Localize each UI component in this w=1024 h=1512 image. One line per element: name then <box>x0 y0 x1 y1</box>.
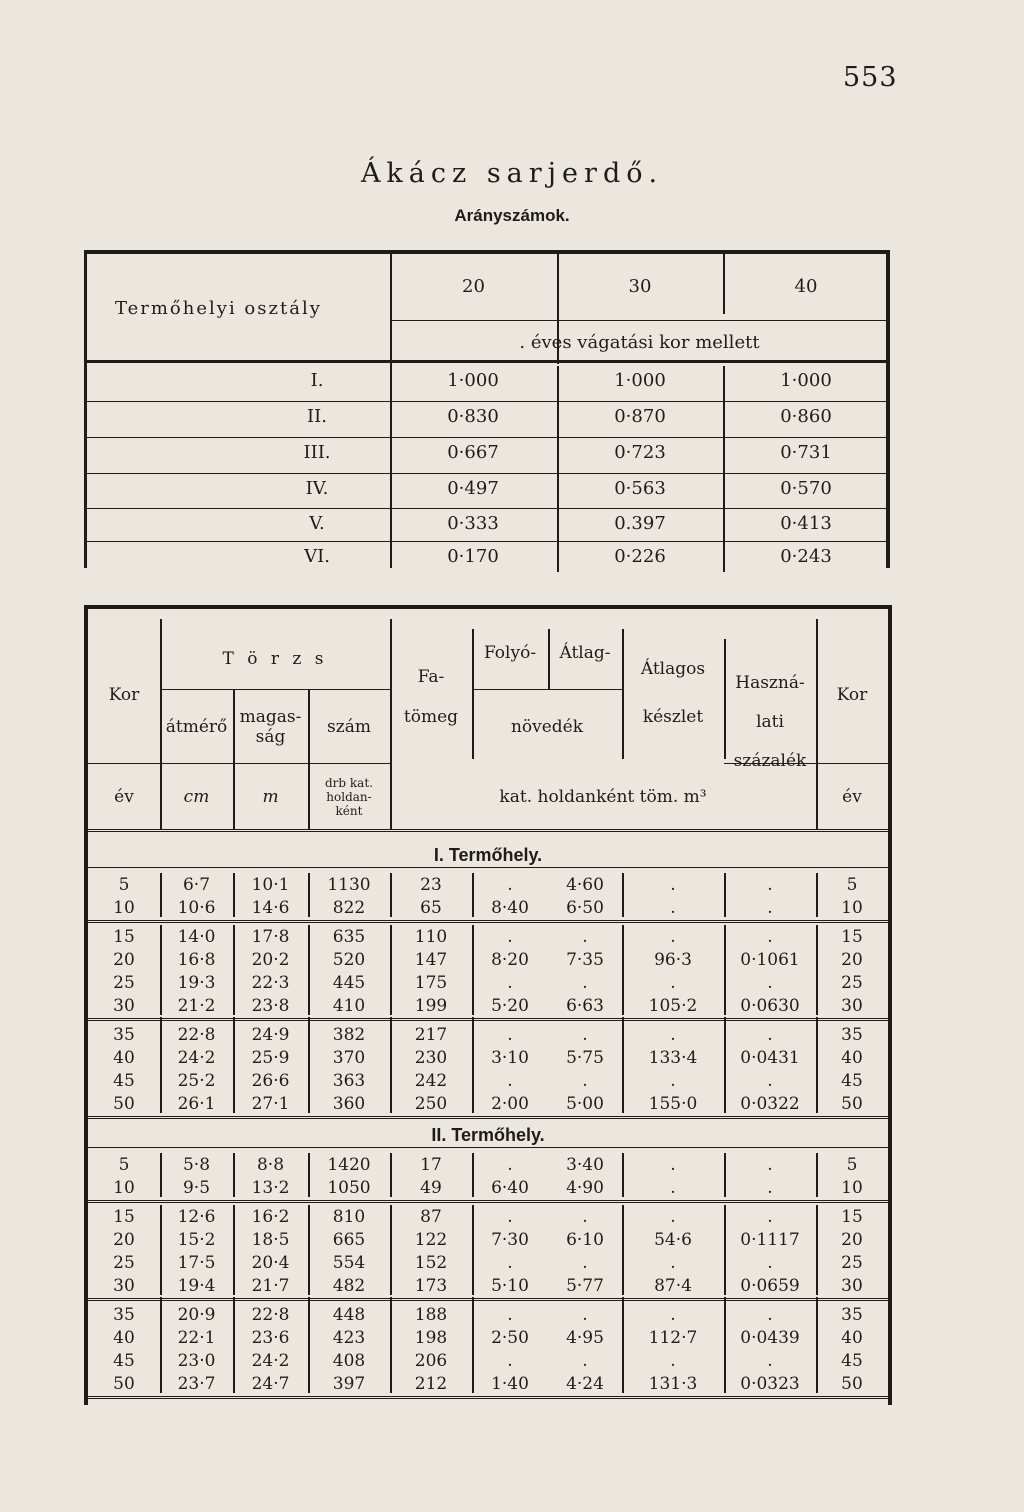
table-cell: 26·1 <box>177 1094 216 1114</box>
table-cell: 22·1 <box>177 1328 216 1348</box>
ratio-value: 0·860 <box>780 406 832 427</box>
hdr-ev: év <box>114 787 134 807</box>
table-cell: 6·63 <box>566 996 604 1016</box>
table-cell: . <box>507 1025 513 1045</box>
table-cell: 7·35 <box>566 950 604 970</box>
table-cell: 152 <box>414 1253 448 1273</box>
table-cell: 15 <box>113 1207 135 1227</box>
table-cell: 22·3 <box>251 973 290 993</box>
table-cell: 54·6 <box>654 1230 692 1250</box>
table-cell: 10·6 <box>177 898 216 918</box>
table-cell: . <box>767 898 773 918</box>
table-cell: . <box>767 1025 773 1045</box>
table-row <box>88 1094 888 1116</box>
table-cell: . <box>767 1155 773 1175</box>
table-cell: 5 <box>846 875 858 895</box>
table-cell: 6·50 <box>566 898 604 918</box>
table-cell: 45 <box>841 1071 863 1091</box>
table-cell: . <box>670 1253 676 1273</box>
table-cell: 5 <box>118 1155 130 1175</box>
table-cell: 250 <box>414 1094 448 1114</box>
hdr-haszna: Haszná- <box>735 673 805 693</box>
table-cell: . <box>670 1155 676 1175</box>
table-cell: 397 <box>332 1374 366 1394</box>
page-title: Ákácz sarjerdő. <box>360 158 664 189</box>
hdr-kor: Kor <box>108 685 140 705</box>
table-cell: . <box>582 1071 588 1091</box>
table-cell: . <box>767 1207 773 1227</box>
table-cell: 230 <box>414 1048 448 1068</box>
table-cell: 423 <box>332 1328 366 1348</box>
table-cell: . <box>767 1178 773 1198</box>
table-cell: 20 <box>113 950 135 970</box>
table-cell: 35 <box>841 1025 863 1045</box>
section-title: I. Termőhely. <box>433 845 543 865</box>
table-cell: . <box>767 1351 773 1371</box>
hdr-folyo: Folyó- <box>483 643 537 663</box>
hdr-unit-cm: cm <box>183 787 210 807</box>
table-cell: 14·0 <box>177 927 216 947</box>
ratio-value: 0·830 <box>447 406 499 427</box>
hdr-atmero: átmérő <box>165 717 228 737</box>
table-cell: 133·4 <box>648 1048 698 1068</box>
table-cell: 4·90 <box>566 1178 604 1198</box>
table-cell: 5·8 <box>182 1155 211 1175</box>
table-cell: 10 <box>113 1178 135 1198</box>
table-cell: . <box>582 1253 588 1273</box>
table-cell: . <box>582 973 588 993</box>
table-cell: 16·8 <box>177 950 216 970</box>
table-cell: 50 <box>841 1094 863 1114</box>
table-cell: 23·6 <box>251 1328 290 1348</box>
table-cell: 17 <box>420 1155 442 1175</box>
section-title: II. Termőhely. <box>431 1125 545 1145</box>
ratio-class-label: I. <box>310 370 324 391</box>
table-cell: 5·77 <box>566 1276 604 1296</box>
table-cell: 370 <box>332 1048 366 1068</box>
ratio-value: 1·000 <box>614 370 666 391</box>
table-row <box>88 1025 888 1047</box>
page-subtitle: Arányszámok. <box>454 206 570 225</box>
table-cell: 131·3 <box>648 1374 698 1394</box>
hdr-atlagos: Átlagos <box>640 659 706 679</box>
table-cell: 212 <box>414 1374 448 1394</box>
table-row <box>88 1178 888 1200</box>
table-cell: 22·8 <box>177 1025 216 1045</box>
table-cell: 17·5 <box>177 1253 216 1273</box>
table-cell: 4·95 <box>566 1328 604 1348</box>
ratio-value: 0.397 <box>614 513 666 534</box>
hdr-novedek: növedék <box>510 717 584 737</box>
table-cell: . <box>507 1071 513 1091</box>
table-cell: . <box>670 1178 676 1198</box>
table-cell: 20·2 <box>251 950 290 970</box>
table-cell: . <box>767 1305 773 1325</box>
table-cell: 445 <box>332 973 366 993</box>
table-cell: 360 <box>332 1094 366 1114</box>
table-cell: 14·6 <box>251 898 290 918</box>
hdr-sag: ság <box>255 727 286 747</box>
table-cell: 6·40 <box>491 1178 529 1198</box>
table-row <box>88 1048 888 1070</box>
table-cell: 21·7 <box>251 1276 290 1296</box>
table-row <box>88 996 888 1018</box>
table-cell: . <box>582 1351 588 1371</box>
hdr-drb-1: drb kat. <box>325 776 373 790</box>
table-cell: 6·10 <box>566 1230 604 1250</box>
hdr-szazalek: százalék <box>733 751 807 771</box>
table-cell: 15 <box>841 927 863 947</box>
table-row <box>88 1374 888 1396</box>
table-cell: 30 <box>113 1276 135 1296</box>
table-cell: 3·40 <box>566 1155 604 1175</box>
table-cell: 20 <box>113 1230 135 1250</box>
table-cell: 24·2 <box>251 1351 290 1371</box>
hdr-drb-2: holdan- <box>326 790 372 804</box>
table-cell: . <box>507 875 513 895</box>
ratio-class-label: V. <box>309 513 325 534</box>
table-cell: 25·2 <box>177 1071 216 1091</box>
hdr-units: kat. holdanként töm. m³ <box>499 787 707 807</box>
table-cell: 0·0630 <box>740 996 800 1016</box>
table-cell: 87·4 <box>654 1276 692 1296</box>
table-cell: 40 <box>841 1328 863 1348</box>
hdr-szam: szám <box>327 717 371 737</box>
table-cell: 7·30 <box>491 1230 529 1250</box>
table-cell: 408 <box>332 1351 366 1371</box>
table-cell: 25·9 <box>251 1048 290 1068</box>
hdr-atlag: Átlag- <box>559 643 611 663</box>
table-row <box>88 1351 888 1373</box>
table-cell: 5·20 <box>491 996 529 1016</box>
ratio-table <box>84 250 890 568</box>
table-cell: 410 <box>332 996 366 1016</box>
ratio-value: 0·870 <box>614 406 666 427</box>
table-cell: 112·7 <box>648 1328 698 1348</box>
hdr-lati: lati <box>756 712 784 732</box>
table-cell: . <box>767 973 773 993</box>
table-cell: 30 <box>841 996 863 1016</box>
table-cell: 665 <box>332 1230 366 1250</box>
table-cell: 12·6 <box>177 1207 216 1227</box>
table-cell: 45 <box>841 1351 863 1371</box>
table-cell: 554 <box>332 1253 366 1273</box>
table-cell: 363 <box>332 1071 366 1091</box>
table-cell: 23·8 <box>251 996 290 1016</box>
table-cell: 23 <box>420 875 442 895</box>
table-cell: . <box>767 1071 773 1091</box>
table-cell: 175 <box>414 973 448 993</box>
table-cell: 382 <box>332 1025 366 1045</box>
table-cell: . <box>507 973 513 993</box>
table-cell: 5 <box>118 875 130 895</box>
table-cell: 49 <box>420 1178 442 1198</box>
table-row <box>88 1155 888 1177</box>
table-cell: 147 <box>414 950 448 970</box>
table-cell: 40 <box>113 1328 135 1348</box>
hdr-keszlet: készlet <box>642 707 704 727</box>
table-row <box>88 1071 888 1093</box>
table-cell: 20 <box>841 950 863 970</box>
hdr-tomeg: tömeg <box>403 707 459 727</box>
table-cell: 2·00 <box>491 1094 529 1114</box>
table-cell: 22·8 <box>251 1305 290 1325</box>
table-cell: 19·3 <box>177 973 216 993</box>
table-cell: 26·6 <box>251 1071 290 1091</box>
table-cell: 217 <box>414 1025 448 1045</box>
table-cell: . <box>582 1305 588 1325</box>
ratio-age-30: 30 <box>628 276 652 297</box>
ratio-value: 0·413 <box>780 513 832 534</box>
table-cell: 50 <box>113 1374 135 1394</box>
table-cell: 0·0323 <box>740 1374 800 1394</box>
table-cell: 188 <box>414 1305 448 1325</box>
table-cell: 105·2 <box>648 996 698 1016</box>
table-cell: 50 <box>841 1374 863 1394</box>
table-cell: 122 <box>414 1230 448 1250</box>
table-cell: 1050 <box>327 1178 371 1198</box>
table-cell: 24·7 <box>251 1374 290 1394</box>
ratio-value: 1·000 <box>780 370 832 391</box>
table-cell: 40 <box>841 1048 863 1068</box>
table-row <box>88 1253 888 1275</box>
table-cell: 27·1 <box>251 1094 290 1114</box>
table-cell: 242 <box>414 1071 448 1091</box>
table-cell: 25 <box>113 973 135 993</box>
table-cell: 40 <box>113 1048 135 1068</box>
table-row <box>88 973 888 995</box>
table-cell: 198 <box>414 1328 448 1348</box>
ratio-value: 0·570 <box>780 478 832 499</box>
table-cell: 65 <box>420 898 442 918</box>
ratio-value: 0·667 <box>447 442 499 463</box>
table-row <box>88 1276 888 1298</box>
table-cell: 13·2 <box>251 1178 290 1198</box>
table-cell: 17·8 <box>251 927 290 947</box>
ratio-class-label: IV. <box>305 478 329 499</box>
table-cell: 0·0431 <box>740 1048 800 1068</box>
table-cell: . <box>670 1025 676 1045</box>
table-cell: . <box>582 1025 588 1045</box>
table-cell: . <box>582 927 588 947</box>
table-cell: . <box>670 927 676 947</box>
table-cell: 635 <box>332 927 366 947</box>
table-cell: 5 <box>846 1155 858 1175</box>
table-row <box>88 898 888 920</box>
table-cell: . <box>582 1207 588 1227</box>
ratio-value: 0·723 <box>614 442 666 463</box>
table-cell: 520 <box>332 950 366 970</box>
table-cell: . <box>670 1071 676 1091</box>
table-cell: 2·50 <box>491 1328 529 1348</box>
table-cell: 19·4 <box>177 1276 216 1296</box>
table-cell: 30 <box>841 1276 863 1296</box>
table-cell: . <box>670 1305 676 1325</box>
table-cell: 0·1061 <box>740 950 800 970</box>
table-cell: 20 <box>841 1230 863 1250</box>
table-row <box>88 927 888 949</box>
table-cell: 45 <box>113 1351 135 1371</box>
table-row <box>88 1207 888 1229</box>
table-cell: 155·0 <box>648 1094 698 1114</box>
table-cell: 3·10 <box>491 1048 529 1068</box>
table-cell: 206 <box>414 1351 448 1371</box>
table-cell: 1·40 <box>491 1374 529 1394</box>
ratio-age-20: 20 <box>462 276 485 297</box>
table-cell: . <box>507 927 513 947</box>
table-cell: . <box>507 1207 513 1227</box>
table-cell: 0·1117 <box>740 1230 800 1250</box>
table-cell: 5·75 <box>566 1048 604 1068</box>
ratio-row-header: Termőhelyi osztály <box>115 298 322 319</box>
ratio-value: 0·563 <box>614 478 666 499</box>
table-cell: . <box>507 1155 513 1175</box>
table-cell: 1420 <box>327 1155 371 1175</box>
ratio-class-label: III. <box>303 442 331 463</box>
table-cell: 8·8 <box>256 1155 285 1175</box>
table-cell: 10 <box>113 898 135 918</box>
table-cell: 8·40 <box>491 898 529 918</box>
table-cell: 9·5 <box>182 1178 211 1198</box>
table-cell: 15 <box>841 1207 863 1227</box>
hdr-fa: Fa- <box>417 667 445 687</box>
table-cell: 16·2 <box>251 1207 290 1227</box>
table-cell: 15 <box>113 927 135 947</box>
table-cell: 4·24 <box>566 1374 604 1394</box>
ratio-value: 0·226 <box>614 546 666 567</box>
table-cell: . <box>507 1351 513 1371</box>
table-cell: 20·4 <box>251 1253 290 1273</box>
table-cell: . <box>767 875 773 895</box>
table-cell: 20·9 <box>177 1305 216 1325</box>
table-cell: 10 <box>841 898 863 918</box>
table-cell: 810 <box>332 1207 366 1227</box>
table-cell: 50 <box>113 1094 135 1114</box>
table-cell: 96·3 <box>654 950 692 970</box>
table-cell: 24·9 <box>251 1025 290 1045</box>
hdr-unit-m: m <box>262 787 279 807</box>
ratio-class-label: II. <box>307 406 327 427</box>
table-cell: 35 <box>113 1305 135 1325</box>
growth-table <box>84 605 892 1405</box>
page-number: 553 <box>843 62 898 93</box>
ratio-value: 0·731 <box>780 442 832 463</box>
ratio-age-caption: . éves vágatási kor mellett <box>519 332 760 353</box>
table-cell: 5·10 <box>491 1276 529 1296</box>
table-cell: 21·2 <box>177 996 216 1016</box>
table-cell: 23·0 <box>177 1351 216 1371</box>
ratio-class-label: VI. <box>304 546 330 567</box>
ratio-age-40: 40 <box>794 276 818 297</box>
table-cell: 25 <box>113 1253 135 1273</box>
table-cell: 10·1 <box>251 875 290 895</box>
table-cell: . <box>670 1207 676 1227</box>
table-row <box>88 1305 888 1327</box>
ratio-value: 0·497 <box>447 478 499 499</box>
table-cell: 448 <box>332 1305 366 1325</box>
table-row <box>88 1230 888 1252</box>
table-cell: 87 <box>420 1207 442 1227</box>
ratio-value: 1·000 <box>447 370 499 391</box>
table-cell: 1130 <box>327 875 371 895</box>
table-cell: 24·2 <box>177 1048 216 1068</box>
table-cell: 822 <box>332 898 366 918</box>
table-cell: 10 <box>841 1178 863 1198</box>
table-cell: 199 <box>414 996 448 1016</box>
table-cell: 4·60 <box>566 875 604 895</box>
table-cell: 35 <box>841 1305 863 1325</box>
table-cell: 482 <box>332 1276 366 1296</box>
ratio-value: 0·243 <box>780 546 832 567</box>
table-cell: 0·0439 <box>740 1328 800 1348</box>
table-cell: 18·5 <box>251 1230 290 1250</box>
table-row <box>88 1328 888 1350</box>
table-cell: 0·0659 <box>740 1276 800 1296</box>
table-cell: 173 <box>414 1276 448 1296</box>
table-cell: . <box>670 973 676 993</box>
table-cell: 23·7 <box>177 1374 216 1394</box>
table-cell: . <box>507 1305 513 1325</box>
hdr-ev-right: év <box>842 787 862 807</box>
table-cell: 25 <box>841 1253 863 1273</box>
table-cell: . <box>670 898 676 918</box>
ratio-value: 0·333 <box>447 513 499 534</box>
table-cell: . <box>507 1253 513 1273</box>
hdr-magas: magas- <box>239 707 302 727</box>
table-cell: 6·7 <box>182 875 211 895</box>
table-cell: 30 <box>113 996 135 1016</box>
table-cell: . <box>767 927 773 947</box>
table-cell: . <box>767 1253 773 1273</box>
table-cell: 15·2 <box>177 1230 216 1250</box>
hdr-drb-3: ként <box>335 804 363 818</box>
hdr-torzs: T ö r z s <box>222 649 328 669</box>
table-cell: 25 <box>841 973 863 993</box>
table-row <box>88 875 888 897</box>
table-cell: . <box>670 1351 676 1371</box>
table-row <box>88 950 888 972</box>
ratio-value: 0·170 <box>447 546 499 567</box>
table-cell: 5·00 <box>566 1094 604 1114</box>
table-cell: . <box>670 875 676 895</box>
hdr-kor-right: Kor <box>836 685 868 705</box>
table-cell: 8·20 <box>491 950 529 970</box>
table-cell: 0·0322 <box>740 1094 800 1114</box>
table-cell: 110 <box>414 927 448 947</box>
table-cell: 35 <box>113 1025 135 1045</box>
table-cell: 45 <box>113 1071 135 1091</box>
